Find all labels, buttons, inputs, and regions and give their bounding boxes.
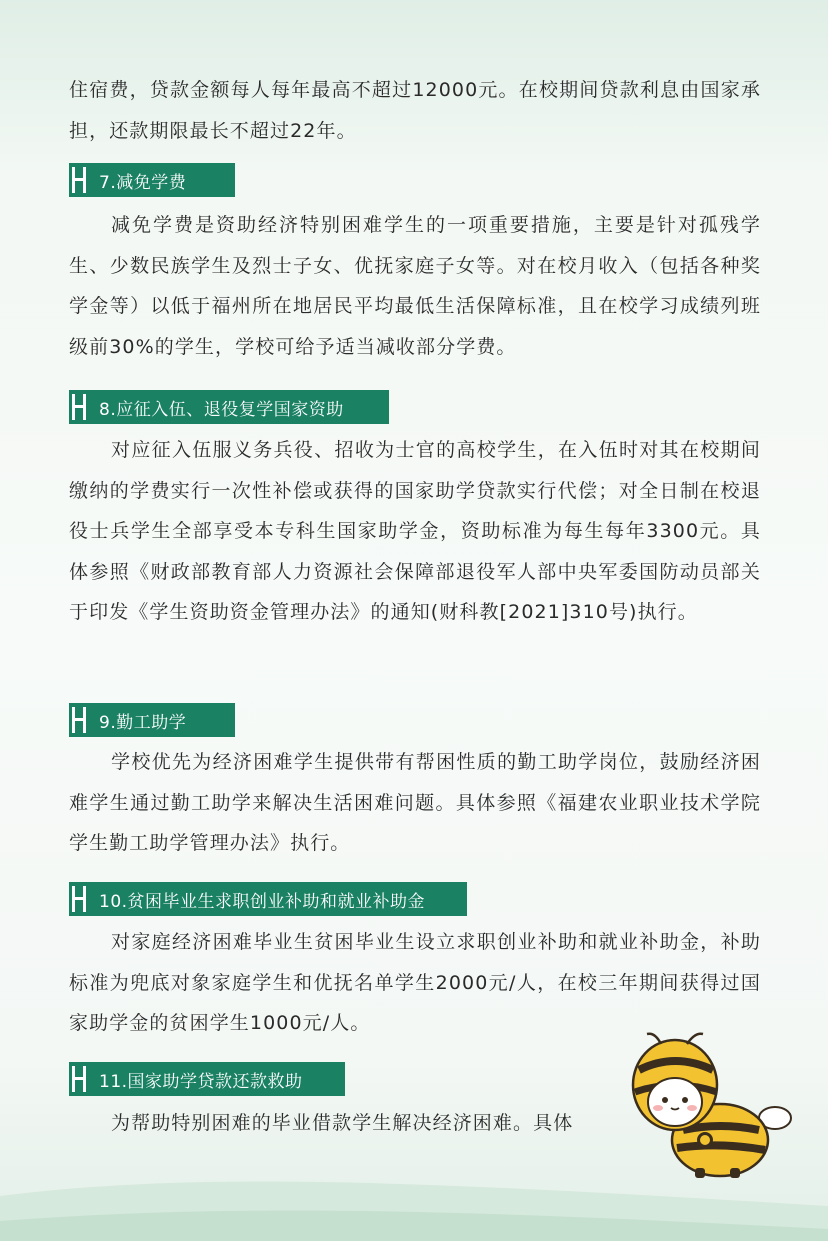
paragraph-military-service: 对应征入伍服义务兵役、招收为士官的高校学生，在入伍时对其在校期间缴纳的学费实行一次性补偿或获得的国家助学贷款实行代偿；对全日制在校退役士兵学生全部享受本专科生国家助学金，资助标准为每生每年3300元。具体参照《财政部教育部人力资源社会保障部退役军人部中央军委国防动员部关于印发《学生资助资金管理办法》的通知(财科教[2021]310号)执行。 bbox=[69, 439, 761, 623]
h-bar-icon bbox=[69, 390, 95, 424]
paragraph-graduate-subsidy: 对家庭经济困难毕业生贫困毕业生设立求职创业补助和就业补助金，补助标准为兜底对象家庭学生和优抚名单学生2000元/人，在校三年期间获得过国家助学金的贫困学生1000元/人。 bbox=[69, 931, 761, 1034]
section-title: 9.勤工助学 bbox=[99, 712, 187, 733]
section-title: 11.国家助学贷款还款救助 bbox=[99, 1071, 303, 1092]
bee-mascot-illustration bbox=[625, 1030, 795, 1180]
section-header-graduate-subsidy bbox=[69, 882, 467, 916]
section-header-military-service bbox=[69, 390, 389, 424]
section-header-tuition-reduction bbox=[69, 163, 235, 197]
paragraph-work-study: 学校优先为经济困难学生提供带有帮困性质的勤工助学岗位，鼓励经济困难学生通过勤工助学来解决生活困难问题。具体参照《福建农业职业技术学院学生勤工助学管理办法》执行。 bbox=[69, 751, 761, 854]
section-title: 10.贫困毕业生求职创业补助和就业补助金 bbox=[99, 891, 426, 912]
h-bar-icon bbox=[69, 703, 95, 737]
section-header-loan-repayment-relief bbox=[69, 1062, 345, 1096]
paragraph-loan-repayment-relief: 为帮助特别困难的毕业借款学生解决经济困难。具体 bbox=[111, 1112, 574, 1134]
h-bar-icon bbox=[69, 882, 95, 916]
paragraph-tuition-reduction: 减免学费是资助经济特别困难学生的一项重要措施，主要是针对孤残学生、少数民族学生及烈士子女、优抚家庭子女等。对在校月收入（包括各种奖学金等）以低于福州所在地居民平均最低生活保障标准，且在校学习成绩列班级前30%的学生，学校可给予适当减收部分学费。 bbox=[69, 214, 761, 358]
h-bar-icon bbox=[69, 1062, 95, 1096]
paragraph-loan-terms: 住宿费，贷款金额每人每年最高不超过12000元。在校期间贷款利息由国家承担，还款期限最长不超过22年。 bbox=[69, 79, 761, 142]
section-title: 8.应征入伍、退役复学国家资助 bbox=[99, 399, 344, 420]
h-bar-icon bbox=[69, 163, 95, 197]
section-title: 7.减免学费 bbox=[99, 172, 187, 193]
section-header-work-study bbox=[69, 703, 235, 737]
